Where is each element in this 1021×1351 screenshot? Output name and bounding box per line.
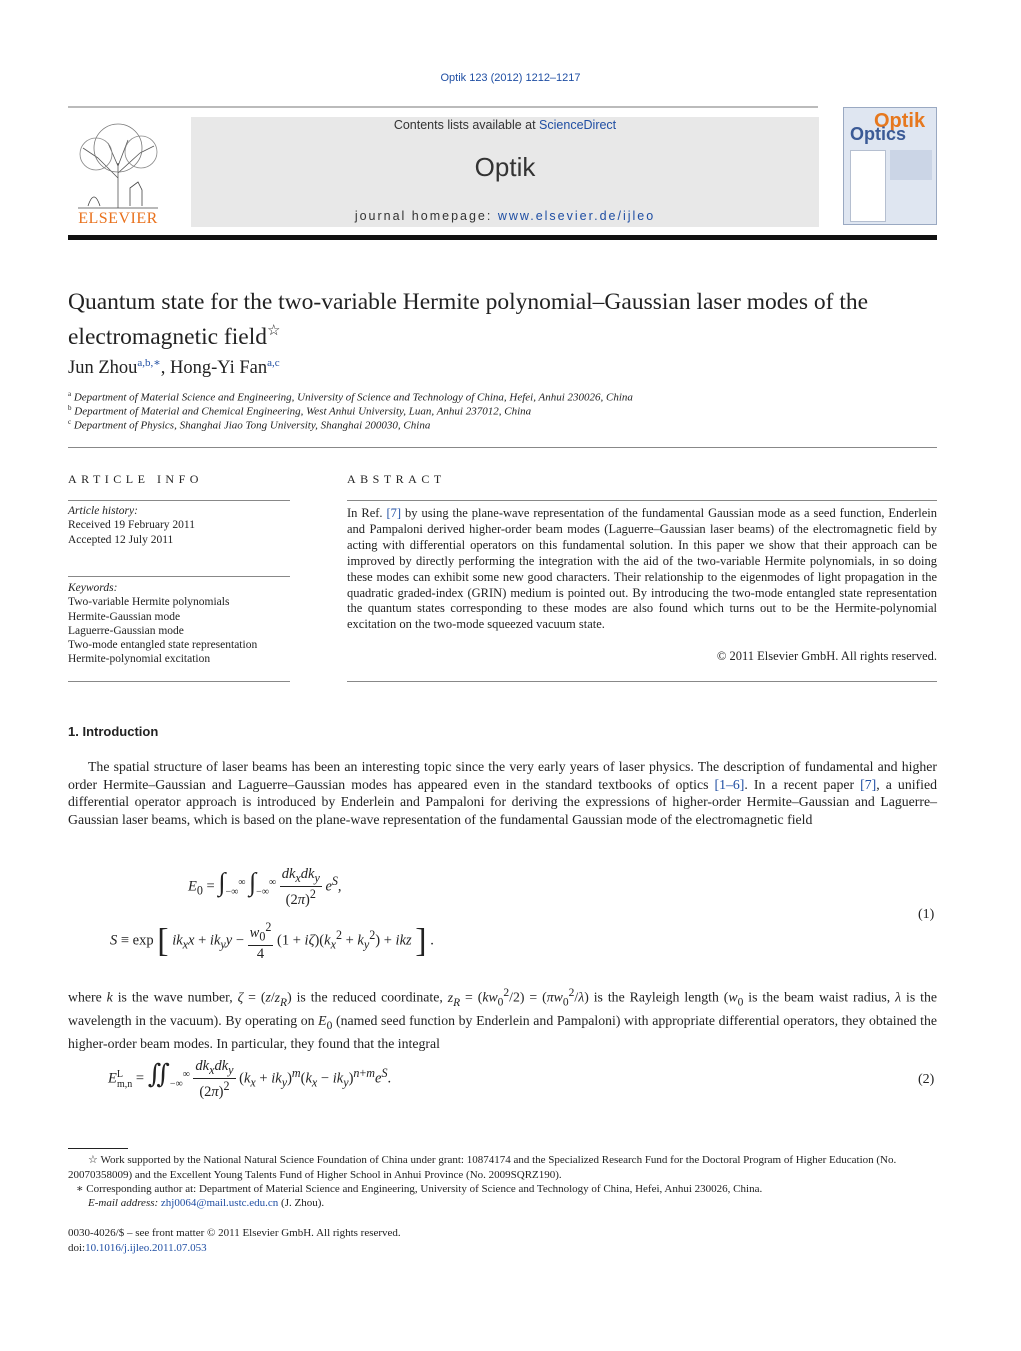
title-star-mark[interactable]: ☆ <box>267 323 281 339</box>
author-2[interactable]: Hong-Yi Fan <box>169 358 268 379</box>
author-1[interactable]: Jun Zhou <box>68 358 138 379</box>
affiliation-text: Department of Material and Chemical Engineering, West Anhui University, Luan, Anhui 237012, China <box>74 405 532 418</box>
cover-side-panel <box>890 150 932 180</box>
affiliation-key: a <box>68 390 72 398</box>
doi-label: doi: <box>68 1242 86 1254</box>
abstract-text-start: In Ref. <box>347 506 387 520</box>
keyword: Hermite-polynomial excitation <box>68 653 211 666</box>
received-date: Received 19 February 2011 <box>68 519 195 532</box>
article-history <box>68 504 290 547</box>
sciencedirect-link[interactable]: ScienceDirect <box>539 118 617 132</box>
article-info-rule <box>68 500 290 501</box>
author-2-affiliation-marks[interactable]: a,c <box>267 357 280 369</box>
keywords-label: Keywords: <box>68 582 118 594</box>
article-info-heading: ARTICLE INFO <box>68 472 203 486</box>
where-text-b: is the wave number, <box>112 989 238 1005</box>
keyword: Laguerre-Gaussian mode <box>68 624 184 637</box>
affiliation-key: b <box>68 404 72 412</box>
header-top-rule <box>68 106 818 108</box>
author-list <box>68 356 280 379</box>
header-bottom-rule <box>68 235 937 240</box>
affiliation-text: Department of Material Science and Engineering, University of Science and Technology of China, Hefei, Anhui 230026, China <box>73 391 633 404</box>
journal-cover[interactable] <box>843 107 937 225</box>
cover-title-optics: Optics <box>850 124 907 144</box>
intro-text-a: The spatial structure of laser beams has been an interesting topic since the very early years of laser physics. The description of fundamental and higher order Hermite–Gaussian and Laguerre–Gaussian modes has appeared even in the standard textbooks of optics <box>68 759 937 792</box>
section-heading-introduction: 1. Introduction <box>68 724 159 739</box>
keyword: Hermite-Gaussian mode <box>68 610 181 623</box>
cover-contents-panel <box>850 150 886 222</box>
abstract-rule <box>347 500 937 501</box>
email-suffix: (J. Zhou). <box>278 1197 325 1209</box>
ref-link-7[interactable]: [7] <box>860 776 877 792</box>
keywords-rule <box>68 576 290 577</box>
intro-text-c: , a unified differential operator approach is introduced by Enderlein and Pampaloni for deriving the expressions of higher-order Hermite–Gaussian and Laguerre–Gaussian laser beams, which is based on the plane-wave representation of the fundamental Gaussian mode of the electromagnetic field <box>68 776 937 827</box>
keyword: Two-mode entangled state representation <box>68 639 258 652</box>
footnote-email <box>68 1196 957 1211</box>
tree-logo-icon <box>68 118 168 210</box>
journal-title: Optik <box>474 152 536 182</box>
contents-prefix: Contents lists available at <box>393 118 540 132</box>
doi-line <box>68 1241 937 1256</box>
abstract-bottom-rule <box>347 681 937 682</box>
keywords-bottom-rule <box>68 681 290 682</box>
footnote-rule <box>68 1148 128 1149</box>
affiliation-key: c <box>68 418 72 426</box>
equation-1a: $E_0 = \int_{-\infty}^\infty$ $\int_{-\infty}^\infty$ $\frac{dk_xdk_y}{(2\pi)^2}$ $e^S$, <box>188 866 342 908</box>
where-text-c: is the reduced coordinate, <box>291 989 448 1005</box>
affiliation-a <box>68 390 633 404</box>
abstract-ref-link[interactable]: [7] <box>386 506 402 520</box>
abstract-copyright: © 2011 Elsevier GmbH. All rights reserved. <box>716 649 937 663</box>
journal-citation[interactable]: Optik 123 (2012) 1212–1217 <box>440 72 581 84</box>
email-link[interactable]: zhj0064@mail.ustc.edu.cn <box>160 1197 279 1209</box>
homepage-link[interactable]: www.elsevier.de/ijleo <box>497 209 656 223</box>
ref-link-1-6[interactable]: [1–6] <box>714 776 745 792</box>
where-text-g: (named seed function by Enderlein and Pampaloni) with appropriate differential operators, they obtained the higher-order beam modes. In particular, they found that the integral <box>68 1012 937 1052</box>
affiliation-c <box>68 418 430 432</box>
affiliation-b <box>68 404 531 418</box>
equation-number-2: (2) <box>918 1072 935 1087</box>
article-title-text: Quantum state for the two-variable Hermite polynomial–Gaussian laser modes of the electromagnetic field <box>68 289 869 350</box>
footnote-corresponding-text: Corresponding author at: Department of Material Science and Engineering, University of Science and Technology of China, Hefei, Anhui 230026, China. <box>86 1183 763 1195</box>
issn-line: 0030-4026/$ – see front matter © 2011 Elsevier GmbH. All rights reserved. <box>68 1227 401 1239</box>
where-text-a: where <box>68 989 107 1005</box>
equation-number-1: (1) <box>918 907 935 922</box>
cover-title-optik: Optik <box>874 110 926 132</box>
where-text-f: is the wavelength in the vacuum). By operating on <box>68 989 938 1028</box>
where-text-e: is the beam waist radius, <box>743 989 896 1005</box>
history-label: Article history: <box>68 505 138 517</box>
footnote-asterisk-mark: ∗ <box>76 1183 84 1195</box>
journal-homepage <box>191 209 819 223</box>
accepted-date: Accepted 12 July 2011 <box>68 533 174 546</box>
keyword: Two-variable Hermite polynomials <box>68 596 230 609</box>
abstract-text-rest: by using the plane-wave representation of the fundamental Gaussian mode as a seed function, Enderlein and Pampaloni derived higher-order beam modes (Laguerre–Gaussian laser beams) of the electromagnetic field by acting with differential operators on this fundamental solution. In this paper we show that their approach can be improved by directly performing the integration with the aid of the two-variable Hermite polynomials, in so doing these modes can exhibit some new good characters. Their relationship to the eigenmodes of light propagation in the quadratic graded-index (GRIN) medium is pointed out. By introducing the two-mode entangled state representation the quantum states corresponding to these modes are also found which turns out to be the Hermite-polynomial excitation on the two-mode squeezed vacuum state. <box>347 506 937 632</box>
footnote-funding <box>68 1153 937 1182</box>
contents-line <box>191 118 819 132</box>
where-text-d: is the Rayleigh length ( <box>588 989 729 1005</box>
article-title <box>68 288 948 352</box>
intro-paragraph-2: where k is the wave number, $\zeta = (z/z_R)$ is the reduced coordinate, $z_R = (kw_0^2/2) = (\pi w_0^2/\lambda)$ is the Rayleigh length ($w_0$ is the beam waist radius, λ is the wavelength in the vacuum). By operating on $E_0$ (named seed function by Enderlein and Pampaloni) with appropriate differential operators, they obtained the higher-order beam modes. In particular, they found that the integral <box>68 987 938 1052</box>
intro-paragraph-1 <box>68 758 937 828</box>
footnote-star-mark: ☆ <box>88 1154 98 1166</box>
homepage-prefix: journal homepage: <box>354 209 498 223</box>
footnote-funding-text: Work supported by the National Natural Science Foundation of China under grant: 10874174 and the Specialized Research Fund for the Doctoral Program of Higher Education (No. 20070358009) and the Excellent Young Talents Fund of Higher School in Anhui Province (No. 2009SQRZ190). <box>68 1154 897 1181</box>
intro-text-b: . In a recent paper <box>744 776 861 792</box>
abstract-body <box>347 506 937 633</box>
affiliation-divider <box>68 447 937 448</box>
affiliation-text: Department of Physics, Shanghai Jiao Tong University, Shanghai 200030, China <box>73 419 431 432</box>
elsevier-wordmark: ELSEVIER <box>78 210 158 227</box>
author-1-affiliation-marks[interactable]: a,b,∗ <box>137 357 161 369</box>
footnote-corresponding <box>68 1182 945 1197</box>
elsevier-logo[interactable] <box>68 118 168 228</box>
doi-link[interactable]: 10.1016/j.ijleo.2011.07.053 <box>85 1242 207 1254</box>
keywords-block <box>68 581 290 667</box>
equation-2: $E^L_{m,n}$ = $∬_{-\infty}^\infty$ $\frac{dk_xdk_y}{(2\pi)^2}$ $(k_x + ik_y)^m(k_x - ik_y)^{n+m}e^S$. <box>108 1058 392 1100</box>
equation-1b: S ≡ exp [ $ik_xx + ik_yy$ − $\frac{w_0^2}{4}$ $(1 + i\zeta)(k_x^2 + k_y^2)$ + ikz ] . <box>110 920 434 962</box>
email-label: E-mail address: <box>88 1197 161 1209</box>
abstract-heading: ABSTRACT <box>347 472 446 486</box>
author-separator: , <box>160 358 170 379</box>
